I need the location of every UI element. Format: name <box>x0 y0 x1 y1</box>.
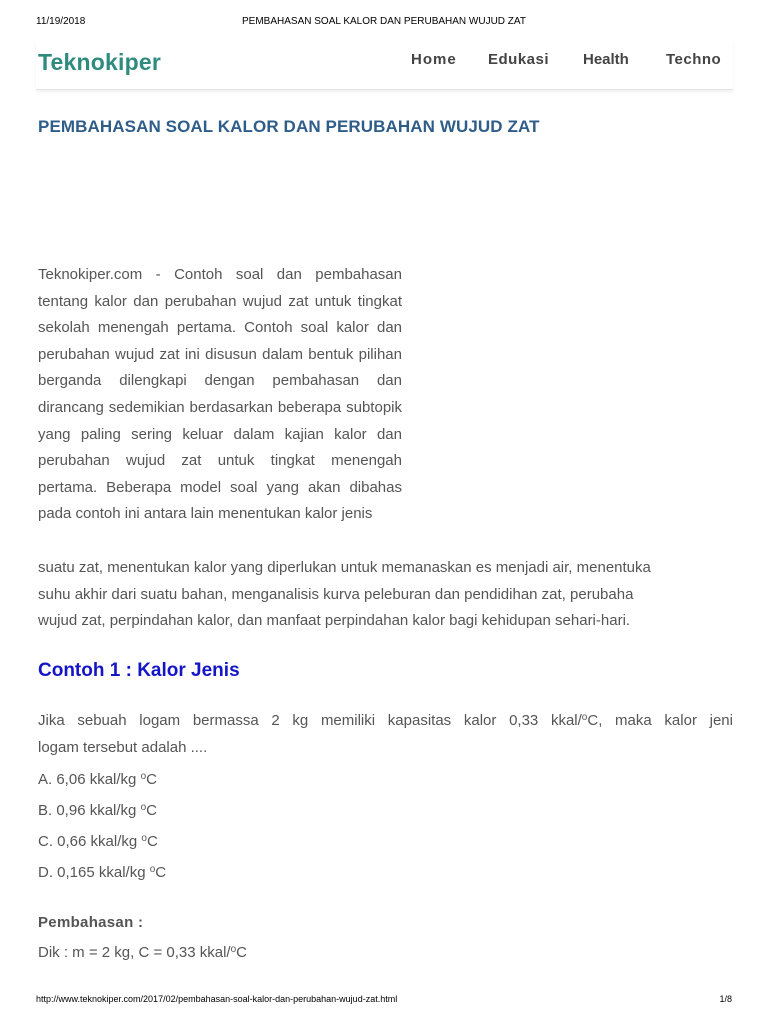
nav-edukasi-link[interactable]: Edukasi <box>488 51 550 68</box>
degree-sup: o <box>581 712 588 723</box>
question-word: Jika <box>38 712 65 729</box>
intro-paragraph: Teknokiper.com - Contoh soal dan pembahasan tentang kalor dan perubahan wujud zat untuk tingkat sekolah menengah pertama. Contoh soal kalor dan perubahan wujud zat ini disusun dalam bentuk pilihan berganda dilengkapi dengan pembahasan dan dirancang sedemikian berdasarkan beberapa subtopik yang paling sering keluar dalam kajian kalor dan perubahan wujud zat untuk tingkat menengah pertama. Beberapa model soal yang akan dibahas pada contoh ini antara lain menentukan kalor jenis <box>38 266 402 523</box>
question-word: kg <box>292 712 309 729</box>
known-values: Dik : m = 2 kg, C = 0,33 kkal/$^o$C <box>38 944 247 961</box>
question-word: kkal/ <box>550 712 582 729</box>
print-url: http://www.teknokiper.com/2017/02/pembahasan-soal-kalor-dan-perubahan-wujud-zat.html <box>36 994 398 1004</box>
question-word: bermassa <box>192 712 259 729</box>
page-number: 1/8 <box>719 994 732 1004</box>
intro-line: suhu akhir dari suatu bahan, menganalisis kurva peleburan dan pendidihan zat, perubaha <box>38 585 634 603</box>
discussion-label: Pembahasan : <box>38 914 144 931</box>
site-navbar <box>36 40 733 90</box>
site-logo[interactable]: Teknokiper <box>38 49 161 75</box>
question-word: 0,33 <box>509 712 539 729</box>
section-heading: Contoh 1 : Kalor Jenis <box>38 660 240 681</box>
question-word: jeni <box>709 712 733 729</box>
print-header <box>36 16 732 30</box>
print-date: 11/19/2018 <box>36 16 86 27</box>
option-d: D. 0,165 kkal/kg $^o$C <box>38 864 167 881</box>
question-word: maka <box>615 712 652 729</box>
option-a: A. 6,06 kkal/kg $^o$C <box>38 771 157 788</box>
option-b: B. 0,96 kkal/kg $^o$C <box>38 802 157 819</box>
question-line-2: logam tersebut adalah .... <box>38 738 208 756</box>
answer-options <box>38 764 166 888</box>
main-nav <box>36 51 733 71</box>
question-word: 2 <box>271 712 280 729</box>
intro-line: wujud zat, perpindahan kalor, dan manfaat perpindahan kalor bagi kehidupan sehari-hari. <box>38 612 631 630</box>
intro-paragraph-continued <box>38 555 733 635</box>
question-word: C, <box>587 712 603 729</box>
nav-techno-link[interactable]: Techno <box>666 51 722 68</box>
question-word: memiliki <box>320 712 376 729</box>
question-word: sebuah <box>77 712 127 729</box>
question-text <box>38 708 733 761</box>
question-word: logam <box>139 712 181 729</box>
print-footer <box>36 994 732 1008</box>
nav-home-link[interactable]: Home <box>411 51 457 68</box>
question-unit <box>551 708 602 735</box>
intro-line: suatu zat, menentukan kalor yang diperlukan untuk memanaskan es menjadi air, menentuka <box>38 559 651 576</box>
question-word: kalor <box>463 712 497 729</box>
question-line-1 <box>38 708 733 735</box>
question-word: kapasitas <box>387 712 452 729</box>
print-header-title: PEMBAHASAN SOAL KALOR DAN PERUBAHAN WUJUD ZAT <box>242 16 526 27</box>
nav-health-link[interactable]: Health <box>583 51 629 68</box>
post-title: PEMBAHASAN SOAL KALOR DAN PERUBAHAN WUJUD ZAT <box>38 117 540 136</box>
question-word: kalor <box>664 712 697 729</box>
option-c: C. 0,66 kkal/kg $^o$C <box>38 833 158 850</box>
